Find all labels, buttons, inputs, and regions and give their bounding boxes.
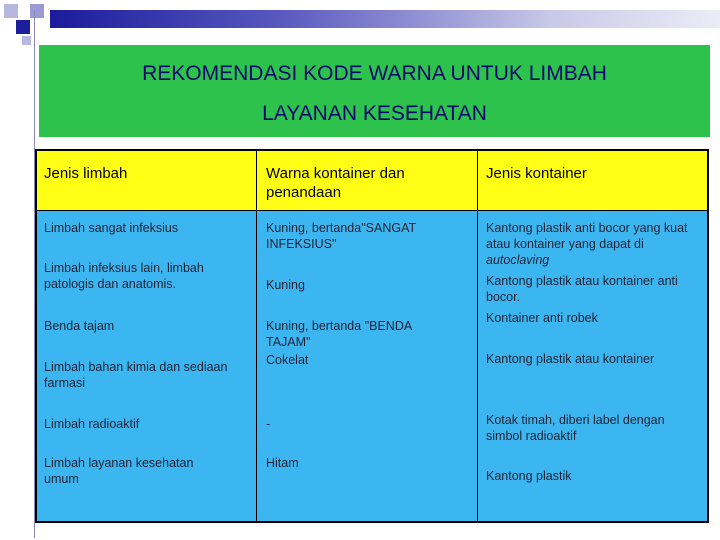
- header-jenis-limbah: Jenis limbah: [44, 165, 128, 182]
- table-cell: Hitam: [266, 456, 299, 470]
- decorative-square: [22, 36, 31, 45]
- table-cell: Kantong plastik: [486, 469, 572, 483]
- table-cell: Kantong plastik atau kontainer anti bocor.: [486, 274, 678, 304]
- header-jenis-kontainer: Jenis kontainer: [486, 165, 587, 182]
- table-cell: -: [266, 417, 271, 431]
- table-cell: Kotak timah, diberi label dengan simbol radioaktif: [486, 413, 665, 443]
- table-cell: Limbah infeksius lain, limbah patologis dan anatomis.: [44, 261, 204, 291]
- table-cell-italic-text: autoclaving: [486, 253, 550, 267]
- table-cell: Kuning, bertanda "BENDA TAJAM": [266, 319, 412, 349]
- slide-title-line1: REKOMENDASI KODE WARNA UNTUK LIMBAH: [142, 62, 607, 85]
- table-cell: Limbah sangat infeksius: [44, 221, 179, 235]
- table-cell: Benda tajam: [44, 319, 115, 333]
- slide-title-box: [39, 45, 710, 137]
- slide-title-line2: LAYANAN KESEHATAN: [262, 102, 487, 125]
- decorative-square: [16, 20, 30, 34]
- table-cell: Limbah bahan kimia dan sediaan farmasi: [44, 360, 228, 390]
- header-warna-kontainer: Warna kontainer dan penandaan: [266, 165, 405, 201]
- table-cell: Kuning: [266, 278, 305, 292]
- decorative-square: [4, 4, 18, 18]
- column-divider: [477, 151, 478, 521]
- decorative-top-bar: [50, 10, 720, 28]
- table-cell: Kuning, bertanda"SANGAT INFEKSIUS": [266, 221, 416, 251]
- waste-color-table: [35, 149, 709, 523]
- table-cell: Cokelat: [266, 353, 309, 367]
- table-cell: Limbah layanan kesehatan umum: [44, 456, 194, 486]
- table-cell: Kantong plastik atau kontainer: [486, 352, 655, 366]
- table-cell: Kontainer anti robek: [486, 311, 598, 325]
- table-cell-text: Kantong plastik anti bocor yang kuat atau kontainer yang dapat di: [486, 221, 688, 251]
- column-divider: [256, 151, 257, 521]
- table-cell: [486, 220, 701, 268]
- decorative-square: [30, 4, 44, 18]
- table-cell: Limbah radioaktif: [44, 417, 140, 431]
